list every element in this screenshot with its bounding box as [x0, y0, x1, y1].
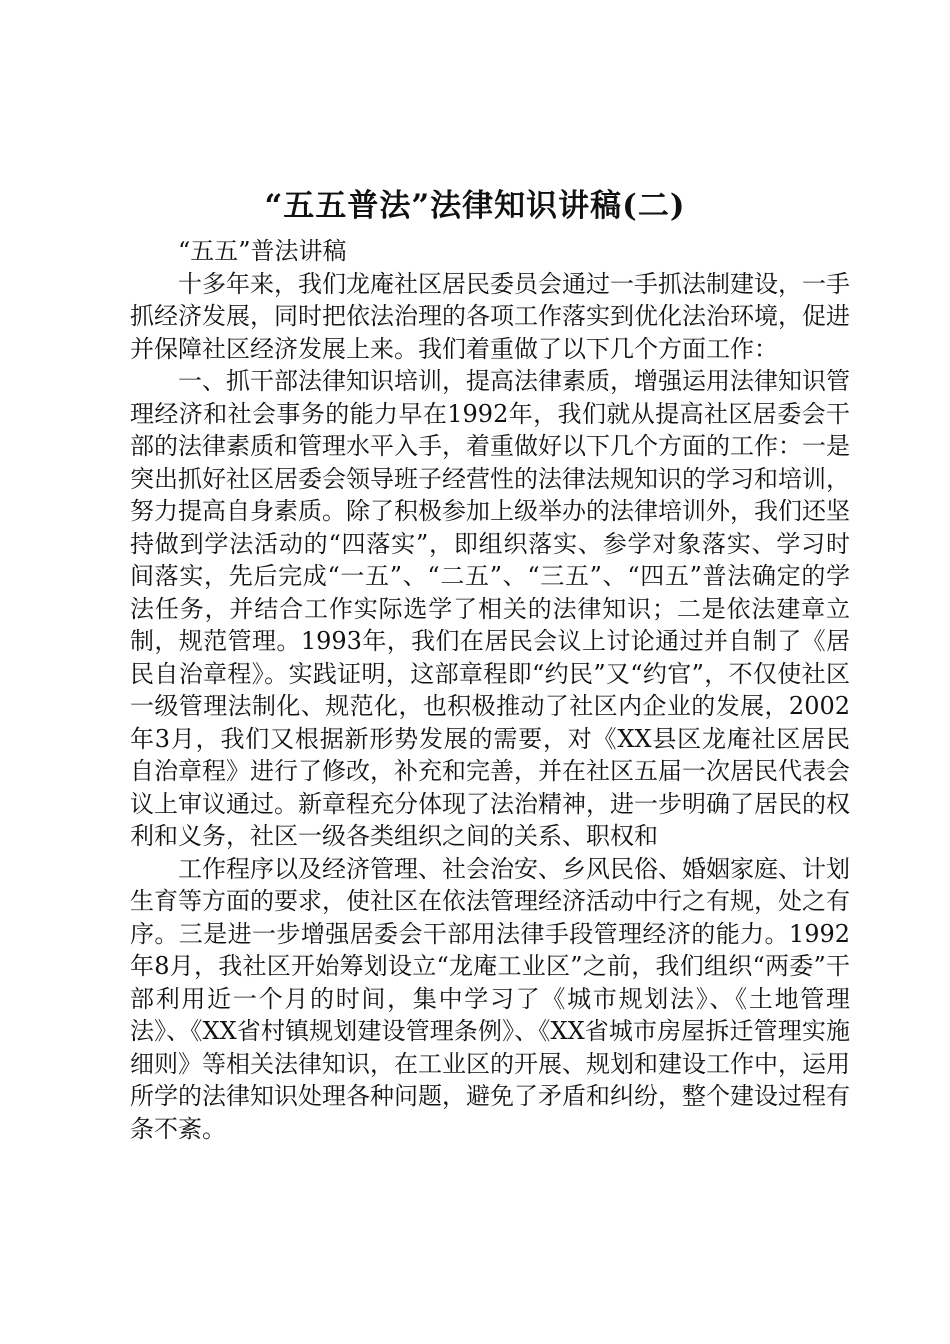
document-body [130, 235, 850, 1145]
paragraph-continuation: 工作程序以及经济管理、社会治安、乡风民俗、婚姻家庭、计划生育等方面的要求，使社区在依法管理经济活动中行之有规，处之有序。三是进一步增强居委会干部用法律手段管理经济的能力。1992年8月，我社区开始筹划设立“龙庵工业区”之前，我们组织“两委”干部利用近一个月的时间，集中学习了《城市规划法》、《土地管理法》、《XX省村镇规划建设管理条例》、《XX省城市房屋拆迁管理实施细则》等相关法律知识，在工业区的开展、规划和建设工作中，运用所学的法律知识处理各种问题，避免了矛盾和纠纷，整个建设过程有条不紊。 [130, 854, 850, 1143]
paragraph-intro: 十多年来，我们龙庵社区居民委员会通过一手抓法制建设，一手抓经济发展，同时把依法治理的各项工作落实到优化法治环境，促进并保障社区经济发展上来。我们着重做了以下几个方面工作： [130, 269, 850, 363]
paragraph-section-one: 一、抓干部法律知识培训，提高法律素质，增强运用法律知识管理经济和社会事务的能力早在1992年，我们就从提高社区居委会干部的法律素质和管理水平入手，着重做好以下几个方面的工作：一是突出抓好社区居委会领导班子经营性的法律法规知识的学习和培训，努力提高自身素质。除了积极参加上级举办的法律培训外，我们还坚持做到学法活动的“四落实”，即组织落实、参学对象落实、学习时间落实，先后完成“一五”、“二五”、“三五”、“四五”普法确定的学法任务，并结合工作实际选学了相关的法律知识；二是依法建章立制，规范管理。1993年，我们在居民会议上讨论通过并自制了《居民自治章程》。实践证明，这部章程即“约民”又“约官”，不仅使社区一级管理法制化、规范化，也积极推动了社区内企业的发展，2002年3月，我们又根据新形势发展的需要，对《XX县区龙庵社区居民自治章程》进行了修改，补充和完善，并在社区五届一次居民代表会议上审议通过。新章程充分体现了法治精神，进一步明确了居民的权利和义务，社区一级各类组织之间的关系、职权和 [130, 367, 850, 850]
document-title: “五五普法”法律知识讲稿(二) [264, 188, 686, 224]
document-subtitle: “五五”普法讲稿 [178, 237, 347, 265]
